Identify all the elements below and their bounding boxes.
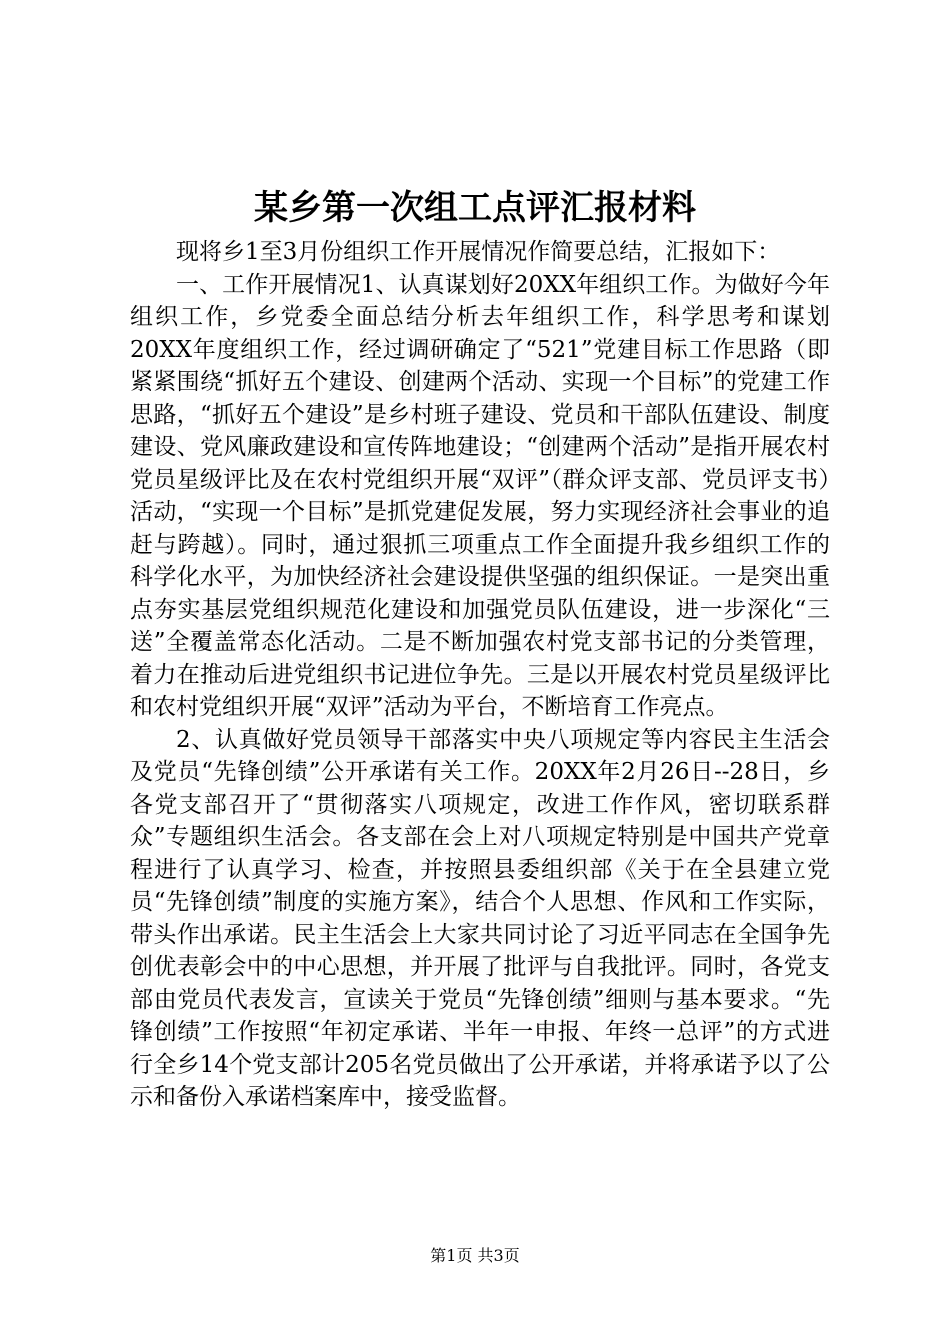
document-title: 某乡第一次组工点评汇报材料: [254, 188, 696, 228]
page-number-footer: 第1页 共3页: [430, 1246, 520, 1265]
paragraph-intro: 现将乡1至3月份组织工作开展情况作简要总结，汇报如下：: [176, 239, 781, 265]
document-body: [130, 236, 830, 1114]
paragraph-section-one: 一、工作开展情况1、认真谋划好20XX年组织工作。为做好今年组织工作，乡党委全面总结分析去年组织工作，科学思考和谋划20XX年度组织工作，经过调研确定了“521”党建目标工作思路（即紧紧围绕“抓好五个建设、创建两个活动、实现一个目标”的党建工作思路，“抓好五个建设”是乡村班子建设、党员和干部队伍建设、制度建设、党风廉政建设和宣传阵地建设；“创建两个活动”是指开展农村党员星级评比及在农村党组织开展“双评”（群众评支部、党员评支书）活动，“实现一个目标”是抓党建促发展，努力实现经济社会事业的追赶与跨越）。同时，通过狠抓三项重点工作全面提升我乡组织工作的科学化水平，为加快经济社会建设提供坚强的组织保证。一是突出重点夯实基层党组织规范化建设和加强党员队伍建设，进一步深化“三送”全覆盖常态化活动。二是不断加强农村党支部书记的分类管理，着力在推动后进党组织书记进位争先。三是以开展农村党员星级评比和农村党组织开展“双评”活动为平台，不断培育工作亮点。: [130, 271, 830, 720]
paragraph-item-two: 2、认真做好党员领导干部落实中央八项规定等内容民主生活会及党员“先锋创绩”公开承诺有关工作。20XX年2月26日--28日，乡各党支部召开了“贯彻落实八项规定，改进工作作风，密切联系群众”专题组织生活会。各支部在会上对八项规定特别是中国共产党章程进行了认真学习、检查，并按照县委组织部《关于在全县建立党员“先锋创绩”制度的实施方案》，结合个人思想、作风和工作实际，带头作出承诺。民主生活会上大家共同讨论了习近平同志在全国争先创优表彰会中的中心思想，并开展了批评与自我批评。同时，各党支部由党员代表发言，宣读关于党员“先锋创绩”细则与基本要求。“先锋创绩”工作按照“年初定承诺、半年一申报、年终一总评”的方式进行全乡14个党支部计205名党员做出了公开承诺，并将承诺予以了公示和备份入承诺档案库中，接受监督。: [130, 726, 830, 1110]
